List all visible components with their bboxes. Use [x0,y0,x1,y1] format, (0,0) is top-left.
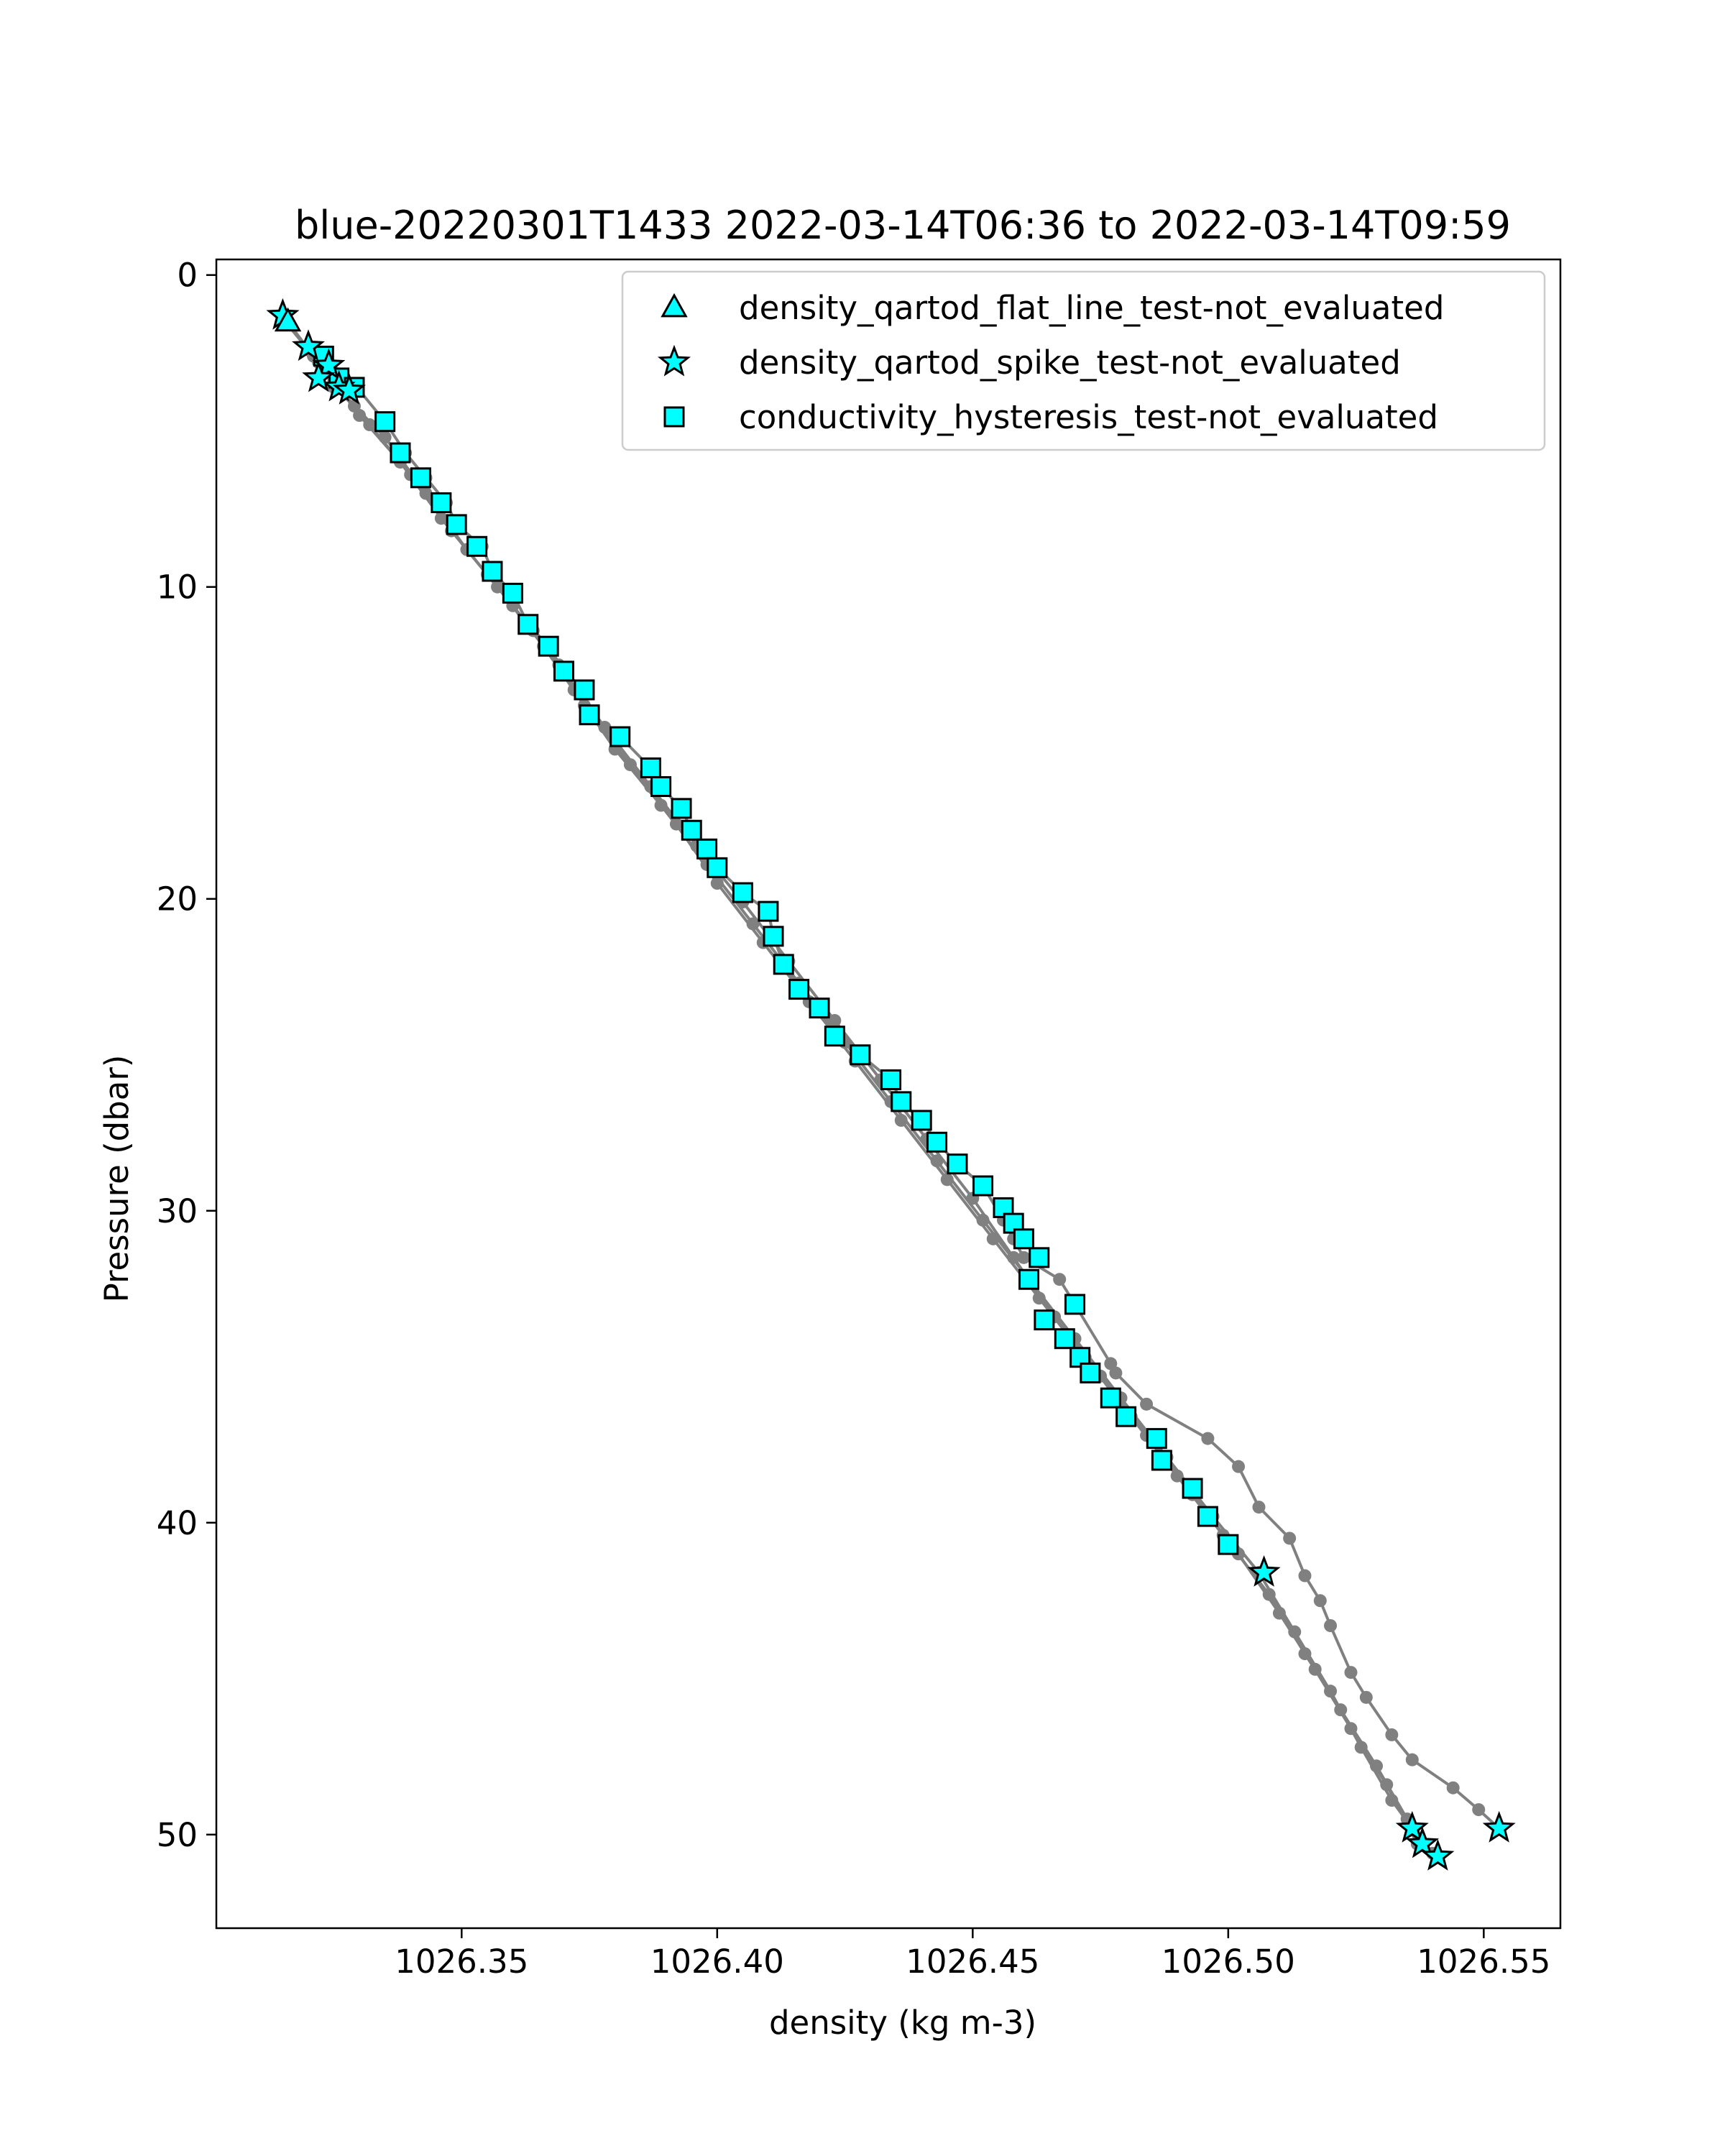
square-marker [1219,1535,1238,1554]
x-axis-label: density (kg m-3) [768,2004,1037,2042]
x-tick-label: 1026.45 [906,1943,1040,1981]
square-marker [759,902,778,921]
profile-point [1385,1728,1398,1741]
square-marker [810,999,829,1018]
profile-point [1298,1570,1311,1583]
square-marker [1014,1230,1033,1248]
profile-point [711,877,724,890]
square-marker [790,980,809,999]
profile-point [1053,1273,1066,1286]
square-marker [948,1155,967,1174]
legend-entry-triangle [663,289,1445,327]
x-tick-label: 1026.35 [395,1943,529,1981]
square-marker [733,883,752,902]
legend-square-icon [665,407,684,426]
profile-point [1344,1666,1357,1679]
profile-point [1380,1778,1393,1791]
square-marker [1066,1295,1085,1314]
chart-title: blue-20220301T1433 2022-03-14T06:36 to 2022-03-14T09:59 [294,203,1512,248]
legend-entry-star [661,344,1401,382]
y-tick-label: 30 [156,1192,198,1230]
square-marker [912,1111,931,1130]
y-axis-label: Pressure (dbar) [98,1054,136,1303]
square-marker [851,1046,870,1064]
profile-point [1252,1501,1265,1514]
profile-point [1472,1803,1485,1816]
profile-point [895,1114,908,1127]
square-marker [928,1133,947,1151]
legend [622,272,1545,450]
profile-point [348,400,361,413]
profile-point [1201,1432,1214,1445]
square-marker [376,413,395,431]
square-marker [447,515,466,534]
legend-label: density_qartod_spike_test-not_evaluated [739,344,1401,382]
x-tick-label: 1026.55 [1417,1943,1551,1981]
square-marker [391,443,410,462]
square-marker [698,839,717,858]
x-tick-label: 1026.40 [650,1943,784,1981]
square-marker [974,1176,993,1195]
square-marker [1198,1507,1217,1526]
square-marker [468,537,487,556]
profile-point [1140,1398,1153,1411]
profile-point [1109,1366,1122,1379]
square-marker [1183,1479,1202,1498]
square-marker [1152,1451,1171,1470]
square-marker [825,1027,844,1046]
square-marker [708,858,727,877]
y-tick-label: 50 [156,1815,198,1854]
profile-point [1283,1531,1296,1544]
legend-label: density_qartod_flat_line_test-not_evaluated [739,289,1445,327]
square-marker [611,727,630,746]
square-marker [580,706,599,724]
square-marker [1147,1429,1166,1448]
y-tick-label: 10 [156,568,198,607]
square-marker [764,927,783,946]
square-marker [641,758,660,777]
profile-point [1324,1619,1337,1632]
square-marker [575,681,594,699]
square-marker [1081,1363,1100,1382]
profile-point [1447,1782,1460,1795]
y-tick-label: 0 [177,256,198,295]
square-marker [503,584,522,602]
profile-point [941,1173,954,1186]
square-marker [1020,1270,1039,1289]
profile-point [1360,1691,1373,1704]
profile-point [420,487,433,500]
square-marker [652,777,671,796]
square-marker [672,799,691,818]
profile-point [1017,1251,1030,1264]
square-marker [554,662,573,681]
profile-point [1344,1722,1357,1735]
square-marker [1101,1388,1120,1407]
profile-point [1232,1460,1245,1473]
square-marker [483,562,502,581]
profile-point [1309,1663,1322,1676]
profile-point [1406,1754,1419,1766]
square-marker [519,615,538,634]
legend-label: conductivity_hysteresis_test-not_evaluated [739,398,1438,436]
square-marker [774,955,793,974]
y-tick-label: 40 [156,1503,198,1542]
legend-entry-square [665,398,1438,436]
square-marker [411,469,430,487]
square-marker [539,637,558,655]
profile-point [1314,1594,1327,1607]
x-tick-label: 1026.50 [1161,1943,1295,1981]
profile-point [1273,1607,1286,1620]
square-marker [682,821,701,839]
profile-point [379,430,392,443]
square-marker [892,1092,911,1111]
square-marker [432,494,451,512]
square-marker [1035,1311,1054,1330]
square-marker [882,1070,901,1089]
square-marker [1055,1330,1074,1348]
square-marker [1117,1407,1136,1426]
square-marker [1030,1248,1049,1267]
y-tick-label: 20 [156,880,198,918]
